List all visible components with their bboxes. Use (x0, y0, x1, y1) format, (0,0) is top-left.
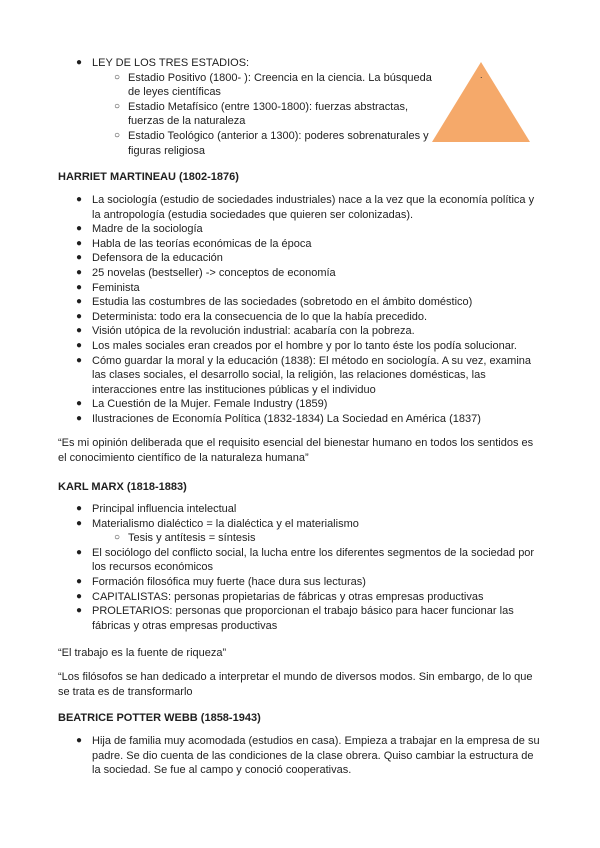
martineau-list (58, 193, 544, 427)
list-item-text: La Cuestión de la Mujer. Female Industry (1859) (92, 398, 328, 411)
list-item (58, 193, 544, 222)
bullet-icon: ● (76, 339, 83, 351)
sub-list-item (58, 129, 438, 158)
list-item (58, 339, 544, 354)
webb-list (58, 734, 544, 778)
list-item (58, 295, 544, 310)
bullet-icon: ● (76, 503, 83, 514)
hollow-bullet-icon: ○ (114, 100, 121, 112)
list-item-text: Cómo guardar la moral y la educación (1838): El método en sociología. A su vez, examina las clases sociales, el desarrollo social, la religión, las relaciones domésticas, las interacciones entre las instituciones públicas y el individuo (92, 354, 532, 396)
list-item-text: Hija de familia muy acomodada (estudios en casa). Empieza a trabajar en la empresa de su padre. Se dio cuenta de las condiciones de la clase obrera. Quiso cambiar la estructura de la sociedad. Se fue al campo y conoció cooperativas. (92, 735, 540, 777)
list-item (58, 251, 544, 266)
bullet-icon: ● (76, 517, 83, 529)
bullet-icon: ● (76, 194, 83, 205)
hollow-bullet-icon: ○ (114, 71, 121, 83)
stage-theological: Estadio Teológico (anterior a 1300): poderes sobrenaturales y figuras religiosa (128, 129, 429, 157)
list-item-text: CAPITALISTAS: personas propietarias de fábricas y otras empresas productivas (92, 590, 484, 603)
bullet-icon: ● (76, 546, 83, 558)
sub-list-item (58, 100, 438, 129)
list-item-text: Estudia las costumbres de las sociedades (sobretodo en el ámbito doméstico) (92, 296, 473, 309)
list-item (58, 604, 544, 633)
list-item-text: Los males sociales eran creados por el hombre y por lo tanto éste los podía solucionar. (92, 339, 517, 352)
list-item (58, 734, 544, 778)
bullet-icon: ● (76, 412, 83, 424)
list-item (58, 502, 544, 517)
list-item-text: La sociología (estudio de sociedades industriales) nace a la vez que la economía política y la antropología (estudia sociedades que quieren ser colonizadas). (92, 194, 535, 221)
list-item-text: Formación filosófica muy fuerte (hace dura sus lecturas) (92, 575, 366, 588)
marx-quote-2: “Los filósofos se han dedicado a interpretar el mundo de diversos modos. Sin embargo, de lo que se trata es de transformarlo (58, 671, 533, 698)
list-item (58, 266, 544, 281)
bullet-icon: ● (76, 266, 83, 278)
marx-item: Materialismo dialéctico = la dialéctica y el materialismo (92, 517, 359, 530)
webb-heading: BEATRICE POTTER WEBB (1858-1943) (58, 712, 261, 724)
pyramid-diagram (430, 60, 532, 144)
bullet-icon: ● (76, 281, 83, 293)
three-stages-section (58, 56, 438, 158)
bullet-icon: ● (76, 223, 83, 235)
marx-quote-1: “El trabajo es la fuente de riqueza” (58, 647, 227, 659)
martineau-quote: “Es mi opinión deliberada que el requisito esencial del bienestar humano en todos los sentidos es el conocimiento científico de la naturaleza humana” (58, 437, 534, 464)
bullet-icon: ● (76, 575, 83, 587)
list-item (58, 590, 544, 605)
martineau-heading: HARRIET MARTINEAU (1802-1876) (58, 171, 239, 183)
list-item-text: Habla de las teorías económicas de la época (92, 237, 312, 250)
list-item (58, 412, 544, 427)
bullet-icon: ● (76, 325, 83, 337)
list-item (58, 354, 544, 398)
list-item (58, 222, 544, 237)
bullet-icon: ● (76, 310, 83, 322)
bullet-icon: ● (76, 354, 83, 366)
sub-list-item (58, 71, 438, 100)
list-item-text: Visión utópica de la revolución industrial: acabaría con la pobreza. (92, 325, 415, 338)
bullet-icon: ● (76, 590, 83, 602)
list-item-text: Madre de la sociología (92, 223, 203, 236)
list-item-text: 25 novelas (bestseller) -> conceptos de economía (92, 266, 336, 279)
bullet-icon: ● (76, 735, 83, 746)
list-item (58, 56, 438, 71)
pyramid-dot: . (480, 70, 483, 80)
bullet-icon: ● (76, 237, 83, 249)
list-item (58, 310, 544, 325)
list-item-text: PROLETARIOS: personas que proporcionan el trabajo básico para hacer funcionar las fábricas y otras empresas productivas (92, 605, 514, 632)
stage-positive: Estadio Positivo (1800- ): Creencia en la ciencia. La búsqueda de leyes científicas (128, 71, 432, 99)
list-item-text: Determinista: todo era la consecuencia de lo que la había precedido. (92, 310, 428, 323)
bullet-icon: ● (76, 605, 83, 617)
bullet-icon: ● (76, 57, 83, 68)
list-item (58, 397, 544, 412)
list-item (58, 546, 544, 575)
marx-heading: KARL MARX (1818-1883) (58, 481, 187, 493)
list-item-text: Ilustraciones de Economía Política (1832-1834) La Sociedad en América (1837) (92, 412, 481, 425)
list-item (58, 237, 544, 252)
marx-list (58, 502, 544, 633)
list-item-text: Feminista (92, 281, 140, 294)
hollow-bullet-icon: ○ (114, 532, 121, 544)
list-item-text: El sociólogo del conflicto social, la lucha entre los diferentes segmentos de la sociedad por los recursos económicos (92, 546, 535, 574)
marx-sub-item: Tesis y antítesis = síntesis (128, 532, 256, 545)
list-item (58, 517, 544, 532)
stages-title: LEY DE LOS TRES ESTADIOS: (92, 57, 250, 69)
list-item (58, 281, 544, 296)
bullet-icon: ● (76, 252, 83, 264)
stage-metaphysical: Estadio Metafísico (entre 1300-1800): fuerzas abstractas, fuerzas de la naturaleza (128, 100, 409, 128)
marx-item: Principal influencia intelectual (92, 503, 237, 515)
bullet-icon: ● (76, 398, 83, 410)
list-item (58, 575, 544, 590)
bullet-icon: ● (76, 296, 83, 308)
list-item-text: Defensora de la educación (92, 252, 223, 265)
sub-list-item (58, 531, 544, 546)
list-item (58, 324, 544, 339)
hollow-bullet-icon: ○ (114, 129, 121, 141)
